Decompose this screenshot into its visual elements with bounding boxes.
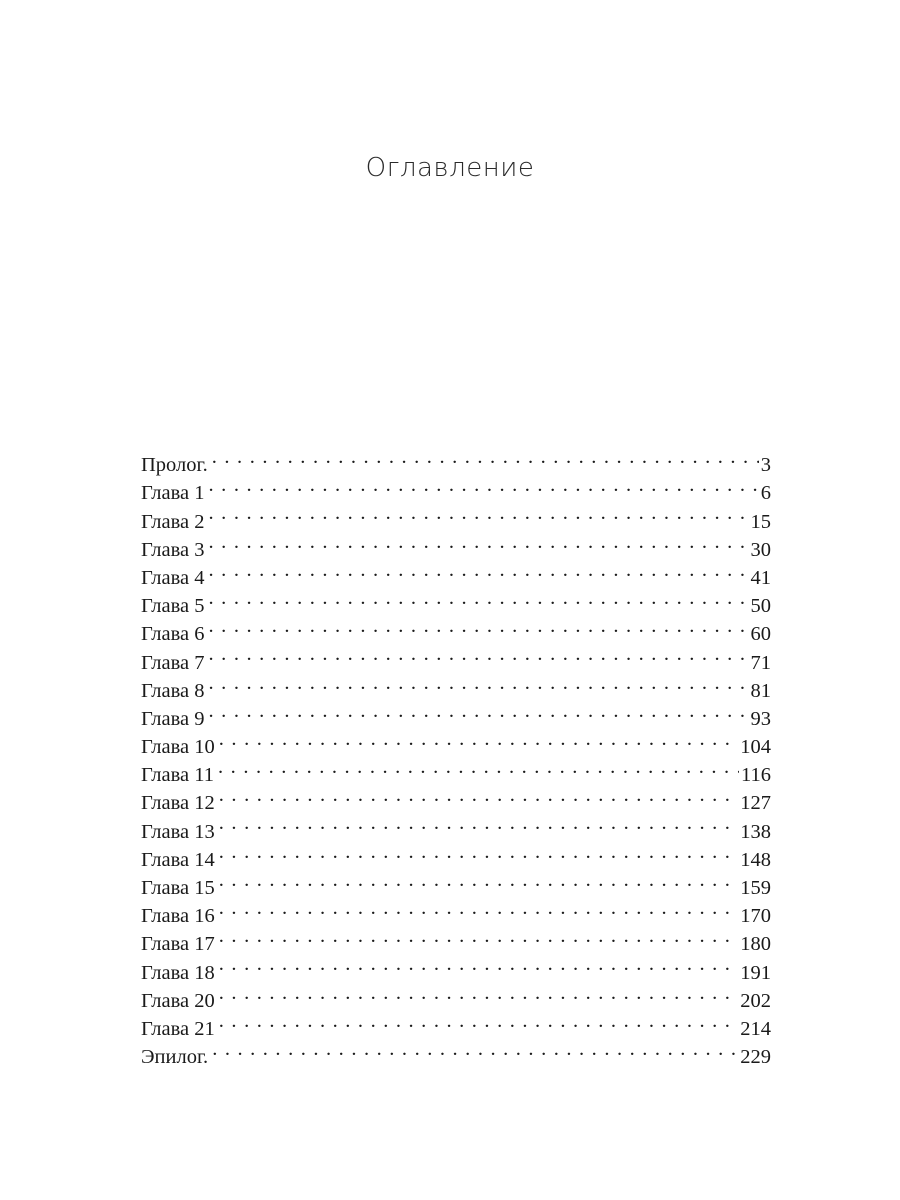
- toc-entry-label: Глава 7: [141, 651, 205, 674]
- toc-entry-page: 50: [750, 595, 771, 618]
- toc-entry-chapter-9[interactable]: [141, 697, 771, 730]
- toc-entry-page: 202: [740, 989, 771, 1012]
- toc-dot-leader: [209, 556, 749, 584]
- toc-dot-leader: [219, 866, 738, 894]
- toc-entry-label: Глава 6: [141, 623, 205, 646]
- toc-entry-chapter-20[interactable]: [141, 979, 771, 1012]
- toc-entry-page: 138: [740, 820, 771, 843]
- toc-entry-label: Глава 16: [141, 905, 215, 928]
- toc-entry-label: Глава 5: [141, 595, 205, 618]
- toc-entry-chapter-2[interactable]: [141, 499, 771, 533]
- toc-entry-chapter-10[interactable]: [141, 725, 771, 759]
- toc-dot-leader: [219, 809, 738, 837]
- toc-dot-leader: [209, 669, 749, 697]
- toc-entry-label: Глава 8: [141, 679, 205, 702]
- toc-dot-leader: [219, 950, 738, 978]
- toc-entry-page: 6: [760, 482, 771, 505]
- toc-entry-chapter-16[interactable]: [141, 894, 771, 928]
- toc-entry-page: 116: [741, 764, 771, 787]
- toc-entry-label: Глава 20: [141, 989, 215, 1012]
- toc-entry-page: 159: [740, 877, 771, 899]
- table-of-contents: [141, 443, 771, 1069]
- toc-entry-label: Глава 1: [141, 482, 205, 505]
- toc-entry-label: Глава 3: [141, 538, 205, 561]
- toc-entry-label: Эпилог.: [141, 1046, 209, 1069]
- toc-entry-page: 71: [750, 651, 771, 674]
- toc-entry-label: Глава 2: [141, 510, 205, 533]
- toc-entry-label: Глава 15: [141, 877, 215, 899]
- toc-entry-page: 127: [740, 792, 771, 815]
- toc-entry-chapter-11[interactable]: [141, 753, 771, 787]
- toc-entry-page: 214: [740, 1017, 771, 1040]
- toc-entry-label: Глава 4: [141, 566, 205, 589]
- toc-entry-page: 191: [740, 961, 771, 984]
- toc-dot-leader: [212, 1035, 738, 1063]
- toc-entry-chapter-15[interactable]: [141, 866, 771, 899]
- toc-entry-page: 41: [750, 566, 771, 589]
- toc-entry-epilogue[interactable]: [141, 1035, 771, 1069]
- toc-dot-leader: [209, 584, 749, 612]
- toc-entry-chapter-5[interactable]: [141, 584, 771, 618]
- toc-entry-label: Глава 9: [141, 707, 205, 730]
- toc-entry-label: Глава 17: [141, 933, 215, 956]
- toc-entry-chapter-21[interactable]: [141, 1007, 771, 1040]
- toc-entry-chapter-14[interactable]: [141, 838, 771, 871]
- toc-entry-page: 15: [750, 510, 771, 533]
- toc-entry-page: 148: [740, 848, 771, 871]
- toc-dot-leader: [209, 640, 749, 668]
- toc-entry-page: 81: [750, 679, 771, 702]
- toc-dot-leader: [219, 781, 738, 809]
- toc-entry-chapter-12[interactable]: [141, 781, 771, 815]
- toc-dot-leader: [219, 894, 738, 922]
- toc-entry-page: 60: [750, 623, 771, 646]
- toc-entry-label: Глава 21: [141, 1017, 215, 1040]
- toc-entry-prologue[interactable]: [141, 443, 771, 477]
- toc-entry-label: Пролог.: [141, 454, 208, 477]
- toc-entry-label: Глава 14: [141, 848, 215, 871]
- toc-entry-page: 170: [740, 905, 771, 928]
- toc-dot-leader: [209, 697, 749, 725]
- toc-dot-leader: [209, 499, 749, 527]
- toc-entry-page: 104: [740, 736, 771, 759]
- toc-entry-label: Глава 10: [141, 736, 215, 759]
- toc-entry-label: Глава 11: [141, 764, 215, 787]
- toc-dot-leader: [218, 753, 739, 781]
- toc-entry-label: Глава 13: [141, 820, 215, 843]
- toc-entry-label: Глава 18: [141, 961, 215, 984]
- page-title: Оглавление: [365, 153, 535, 184]
- toc-entry-chapter-6[interactable]: [141, 612, 771, 646]
- toc-dot-leader: [219, 725, 738, 753]
- toc-entry-page: 180: [740, 933, 771, 956]
- toc-dot-leader: [209, 528, 749, 556]
- toc-dot-leader: [209, 471, 759, 499]
- toc-dot-leader: [219, 922, 738, 950]
- toc-entry-chapter-1[interactable]: [141, 471, 771, 505]
- toc-dot-leader: [212, 443, 759, 471]
- toc-dot-leader: [219, 979, 738, 1007]
- toc-dot-leader: [209, 612, 749, 640]
- toc-entry-chapter-18[interactable]: [141, 950, 771, 984]
- toc-entry-chapter-17[interactable]: [141, 922, 771, 956]
- toc-entry-label: Глава 12: [141, 792, 215, 815]
- toc-entry-page: 3: [760, 454, 771, 477]
- toc-entry-chapter-8[interactable]: [141, 669, 771, 702]
- toc-entry-chapter-3[interactable]: [141, 528, 771, 561]
- toc-entry-page: 93: [750, 707, 771, 730]
- toc-entry-chapter-7[interactable]: [141, 640, 771, 674]
- toc-entry-chapter-13[interactable]: [141, 809, 771, 843]
- toc-dot-leader: [219, 838, 738, 866]
- toc-entry-page: 30: [750, 538, 771, 561]
- toc-entry-page: 229: [740, 1046, 771, 1069]
- toc-dot-leader: [219, 1007, 738, 1035]
- toc-entry-chapter-4[interactable]: [141, 556, 771, 589]
